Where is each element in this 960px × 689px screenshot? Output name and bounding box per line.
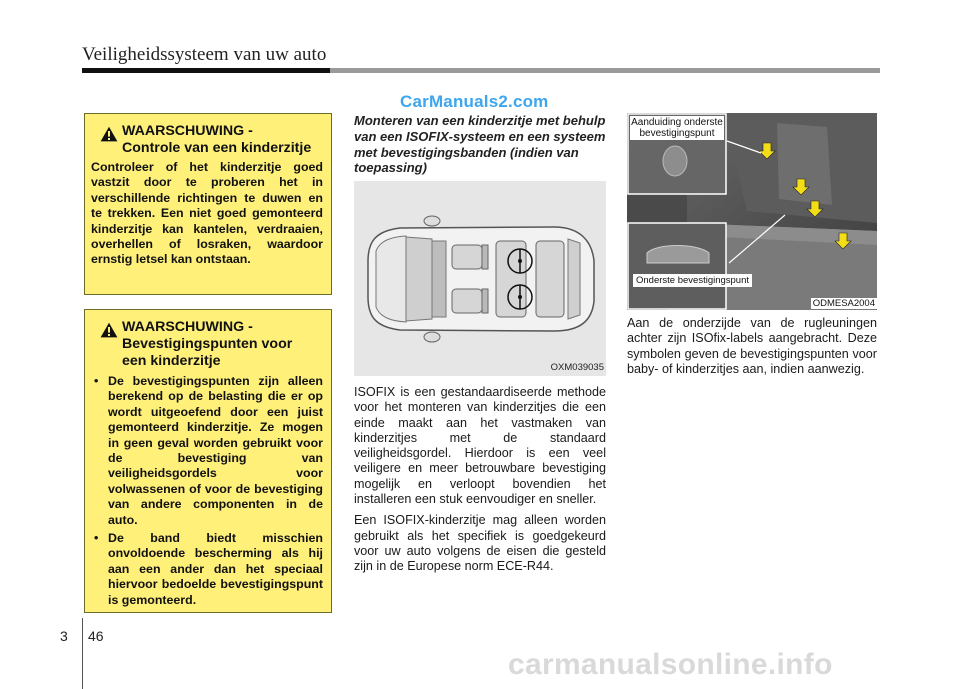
warning-title-line1: WAARSCHUWING - xyxy=(122,123,253,139)
page-number: 46 xyxy=(88,628,104,644)
section-heading-isofix: Monteren van een kinderzitje met behulp van een ISOFIX-systeem en een systeem met bevestigingsbanden (indien van toepassing) xyxy=(354,113,606,176)
warning-text: Controleer of het kinderzitje goed vastzit door te proberen het in verschillende richtingen te duwen en te trekken. Een niet goed gemonteerd kinderzitje kan kantelen, verdraaien, overhellen of losraken, waardoor ernstig letsel kan ontstaan. xyxy=(91,160,323,267)
watermark-bottom[interactable]: carmanualsonline.info xyxy=(508,648,833,681)
warning-box-anchor-points xyxy=(84,309,332,613)
watermark-top[interactable]: CarManuals2.com xyxy=(400,92,549,111)
figure-code: ODMESA2004 xyxy=(812,298,875,309)
car-top-view-illustration xyxy=(354,181,606,376)
callout-top-label: Aanduiding onderste bevestigingspunt xyxy=(631,117,723,139)
car-top-view-figure xyxy=(354,181,606,376)
page-header-title: Veiligheidssysteem van uw auto xyxy=(82,44,327,65)
header-rule-gray xyxy=(330,68,880,73)
isofix-labels-text xyxy=(627,316,877,383)
warning-heading xyxy=(91,319,323,370)
page-number-divider xyxy=(82,618,83,689)
warning-title-line1: WAARSCHUWING - xyxy=(122,319,253,335)
section-number: 3 xyxy=(60,628,68,644)
figure-code: OXM039035 xyxy=(550,362,604,373)
paragraph: Aan de onderzijde van de rugleuningen achter zijn ISOfix-labels aangebracht. Deze symbolen geven de bevestigingspunten voor baby- of kinderzitjes aan, indien aanwezig. xyxy=(627,316,877,376)
paragraph: ISOFIX is een gestandaardiseerde methode voor het monteren van kinderzitjes die een einde maakt aan het vastmaken van kinderzitjes met de standaard veiligheidsgordel. Hierdoor is een veel veiligere en meer betrouwbare bevestiging mogelijk en verloopt bovendien het installeren een stuk eenvoudiger en sneller. xyxy=(354,385,606,507)
warning-heading xyxy=(91,123,323,157)
paragraph: Een ISOFIX-kinderzitje mag alleen worden gebruikt als het specifiek is goedgekeurd voor uw auto volgens de eisen die gesteld zijn in de Europese norm ECE-R44. xyxy=(354,513,606,574)
warning-box-child-seat-check xyxy=(84,113,332,295)
rear-seat-isofix-photo xyxy=(627,113,877,310)
warning-triangle-icon xyxy=(100,322,118,338)
warning-title-line3: een kinderzitje xyxy=(122,353,221,369)
callout-bottom-label: Onderste bevestigingspunt xyxy=(633,274,752,287)
warning-triangle-icon xyxy=(100,126,118,142)
warning-title-line2: Bevestigingspunten voor xyxy=(122,336,293,352)
warning-bullet: • De bevestigingspunten zijn alleen berekend op de belasting die er op wordt uitgeoefend door een juist gemonteerd kinderzitje. Ze mogen in geen geval worden gebruikt voor de bevestiging van veiligheidsgordels voor volwassenen of voor de bevestiging van andere componenten in de auto. xyxy=(94,374,323,527)
warning-title-line2: Controle van een kinderzitje xyxy=(122,140,312,156)
isofix-body-text xyxy=(354,385,606,581)
warning-bullet-list xyxy=(91,374,323,608)
warning-bullet: • De band biedt misschien onvoldoende bescherming als hij aan een ander dan het speciaal hiervoor bedoelde bevestigingspunt is gemonteerd. xyxy=(94,531,323,607)
